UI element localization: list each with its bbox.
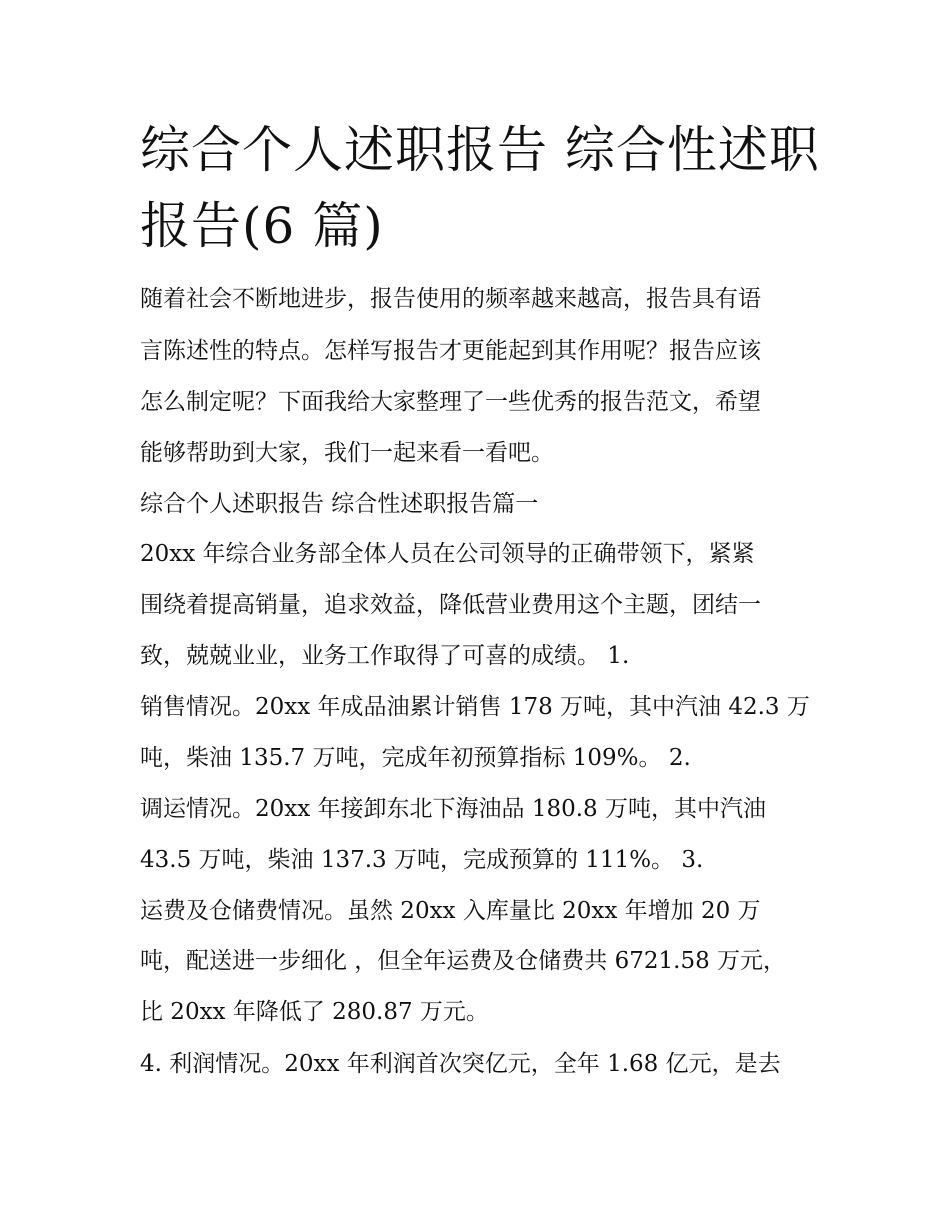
section-heading: 综合个人述职报告 综合性述职报告篇一	[140, 491, 539, 517]
body-line: 围绕着提高销量，追求效益，降低营业费用这个主题，团结一	[140, 592, 761, 618]
body-line: 致，兢兢业业，业务工作取得了可喜的成绩。 1.	[140, 643, 630, 669]
body-line: 言陈述性的特点。怎样写报告才更能起到其作用呢？报告应该	[140, 338, 761, 364]
body-line: 运费及仓储费情况。虽然 20xx 入库量比 20xx 年增加 20 万	[140, 898, 761, 924]
body-line: 能够帮助到大家，我们一起来看一看吧。	[140, 440, 554, 466]
body-line: 随着社会不断地进步，报告使用的频率越来越高，报告具有语	[140, 286, 761, 312]
body-line: 43.5 万吨，柴油 137.3 万吨，完成预算的 111%。 3.	[140, 847, 704, 873]
body-line: 吨，配送进一步细化 ，但全年运费及仓储费共 6721.58 万元，	[140, 948, 787, 974]
body-line: 20xx 年综合业务部全体人员在公司领导的正确带领下，紧紧	[140, 541, 755, 567]
body-line: 比 20xx 年降低了 280.87 万元。	[140, 999, 489, 1025]
body-line: 4. 利润情况。20xx 年利润首次突亿元，全年 1.68 亿元，是去	[140, 1051, 781, 1077]
body-line: 吨，柴油 135.7 万吨，完成年初预算指标 109%。 2.	[140, 745, 691, 771]
body-line: 调运情况。20xx 年接卸东北下海油品 180.8 万吨，其中汽油	[140, 796, 766, 822]
body-line: 怎么制定呢？下面我给大家整理了一些优秀的报告范文，希望	[140, 389, 761, 415]
document-title: 综合个人述职报告 综合性述职报告(6 篇)	[140, 121, 820, 255]
body-line: 销售情况。20xx 年成品油累计销售 178 万吨，其中汽油 42.3 万	[140, 694, 810, 720]
